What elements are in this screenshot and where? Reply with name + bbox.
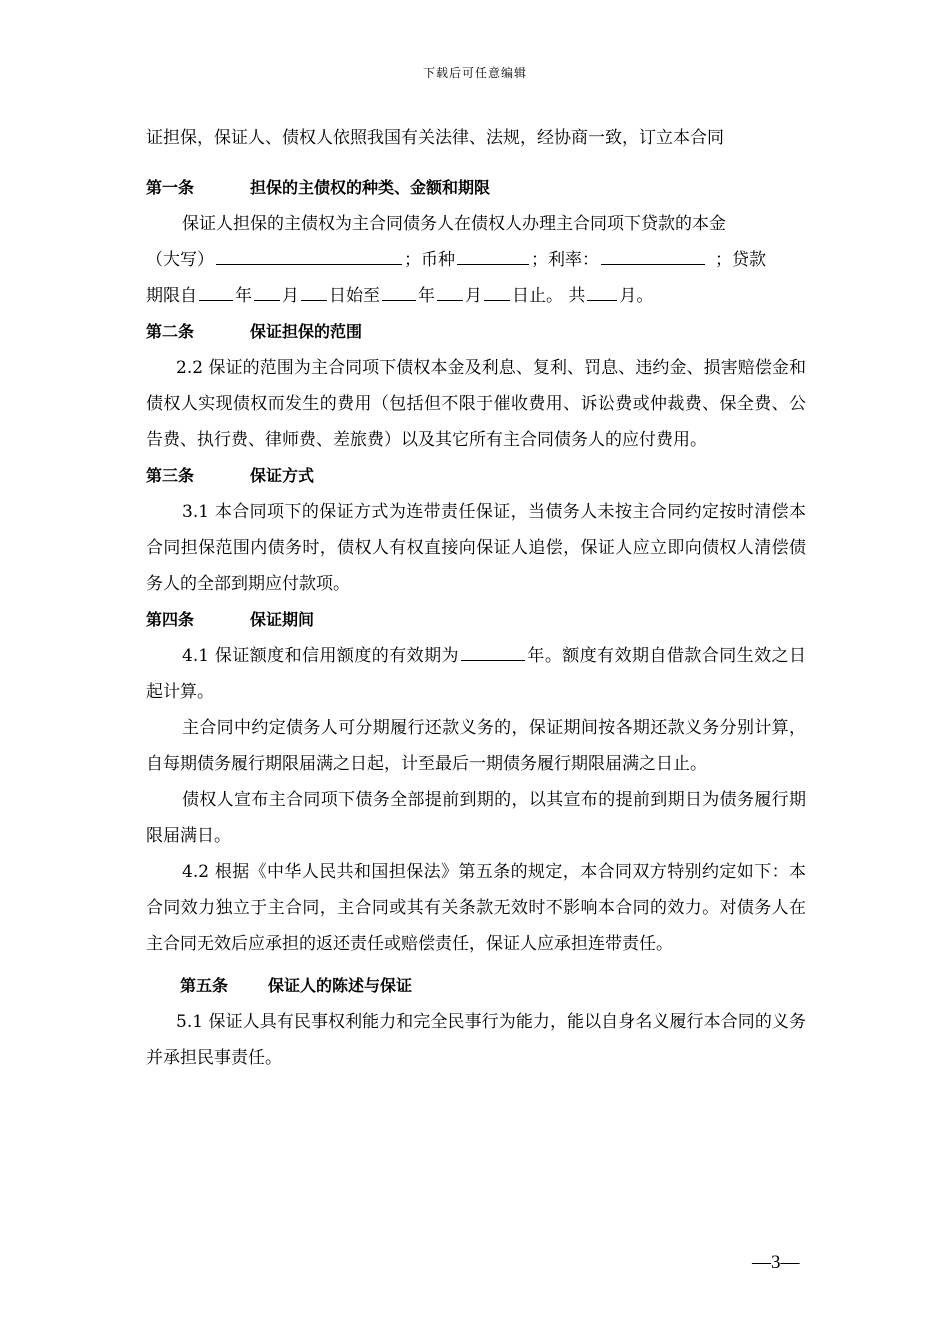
article-5-title: 保证人的陈述与保证 [268,976,413,995]
article-3-paragraph: 3.1 本合同项下的保证方式为连带责任保证，当债务人未按主合同约定按时清偿本合同担保范围内债务时，债权人有权直接向保证人追偿，保证人应立即向债权人清偿债务人的全部到期应付款项。 [146,502,806,594]
interest-rate-blank[interactable] [601,244,705,265]
currency-blank[interactable] [457,244,529,265]
document-body [146,120,806,1076]
article-4-paragraph-2: 主合同中约定债务人可分期履行还款义务的，保证期间按各期还款义务分别计算，自每期债务履行期限届满之日起，计至最后一期债务履行期限届满之日止。 [146,718,806,774]
page-number: —3— [752,1252,800,1273]
label-interest-rate: ；利率： [531,250,599,270]
amount-blank[interactable] [216,244,402,265]
label-day-end-total: 日止。 共 [512,286,586,306]
article-2-title: 保证担保的范围 [250,322,363,341]
end-month-blank[interactable] [437,280,463,301]
label-currency: ；币种 [404,250,455,270]
article-1-line-2 [146,242,806,278]
validity-label: 4.1 保证额度和信用额度的有效期为 [182,646,459,666]
article-3-title: 保证方式 [250,466,315,485]
article-4-title: 保证期间 [250,610,315,629]
start-day-blank[interactable] [301,280,327,301]
label-amount-capital: （大写） [146,250,214,270]
article-4-number: 第四条 [146,610,195,629]
article-5-heading [146,968,806,1004]
article-1-line-1: 保证人担保的主债权为主合同债务人在债权人办理主合同项下贷款的本金 [182,214,726,234]
total-months-blank[interactable] [587,280,617,301]
article-2-paragraph: 2.2 保证的范围为主合同项下债权本金及利息、复利、罚息、违约金、损害赔偿金和债权人实现债权而发生的费用（包括但不限于催收费用、诉讼费或仲裁费、保全费、公告费、执行费、律师费、差旅费）以及其它所有主合同债务人的应付费用。 [146,358,806,450]
label-term-from: 期限自 [146,286,197,306]
label-loan: ；贷款 [715,250,766,270]
end-day-blank[interactable] [484,280,510,301]
article-1-line-3 [146,278,806,314]
label-months: 月。 [619,286,654,306]
validity-text: 年。额度有效期自借款合同生效之日起计算。 [146,646,806,702]
article-5-number: 第五条 [180,976,229,995]
article-2-heading [146,314,806,350]
label-year: 年 [235,286,252,306]
article-1-heading [146,170,806,206]
article-1-title: 担保的主债权的种类、金额和期限 [250,178,491,197]
start-month-blank[interactable] [254,280,280,301]
page-header: 下载后可任意编辑 [422,66,527,80]
label-day-to: 日始至 [329,286,380,306]
article-4-paragraph-3: 债权人宣布主合同项下债务全部提前到期的，以其宣布的提前到期日为债务履行期限届满日。 [146,790,806,846]
start-year-blank[interactable] [199,280,233,301]
validity-years-blank[interactable] [461,640,525,661]
intro-paragraph: 证担保，保证人、债权人依照我国有关法律、法规，经协商一致，订立本合同 [146,128,724,148]
label-month: 月 [282,286,299,306]
label-month: 月 [465,286,482,306]
article-3-heading [146,458,806,494]
article-1-number: 第一条 [146,178,195,197]
label-year: 年 [418,286,435,306]
article-4-heading [146,602,806,638]
article-3-number: 第三条 [146,466,195,485]
end-year-blank[interactable] [382,280,416,301]
article-5-paragraph: 5.1 保证人具有民事权利能力和完全民事行为能力，能以自身名义履行本合同的义务并承担民事责任。 [146,1012,806,1068]
article-2-number: 第二条 [146,322,195,341]
article-4-paragraph-4: 4.2 根据《中华人民共和国担保法》第五条的规定，本合同双方特别约定如下：本合同效力独立于主合同，主合同或其有关条款无效时不影响本合同的效力。对债务人在主合同无效后应承担的返还责任或赔偿责任，保证人应承担连带责任。 [146,862,806,954]
article-4-paragraph-1 [146,638,806,710]
